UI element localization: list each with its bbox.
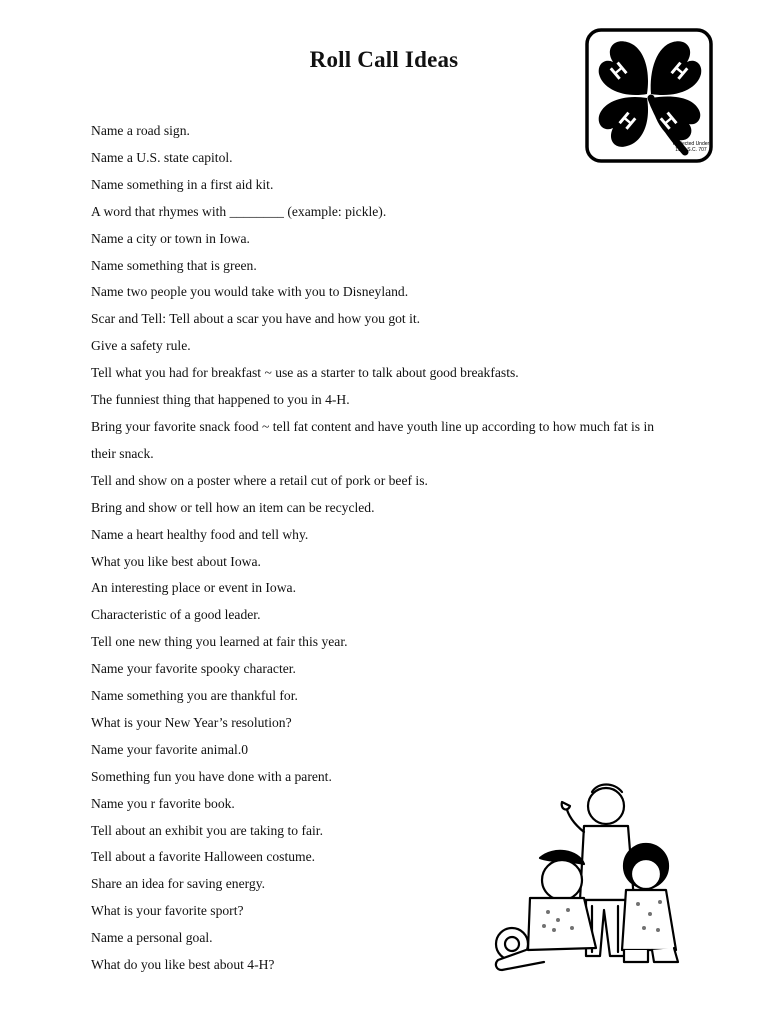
protected-line-1: Protected Under xyxy=(672,141,710,147)
list-item: Something fun you have done with a parent. xyxy=(91,768,332,784)
list-item: Name two people you would take with you to Disneyland. xyxy=(91,284,409,300)
children-clipart xyxy=(488,780,688,976)
list-item: Bring and show or tell how an item can be recycled. xyxy=(91,499,375,515)
list-item: Characteristic of a good leader. xyxy=(91,607,261,623)
list-item: Name something you are thankful for. xyxy=(91,688,298,704)
clover-letter-h: H xyxy=(606,58,632,85)
list-item: Name a heart healthy food and tell why. xyxy=(91,526,309,542)
clover-letter-h: H xyxy=(656,108,682,135)
list-item: Name a city or town in Iowa. xyxy=(91,230,250,246)
page-title: Roll Call Ideas xyxy=(309,47,459,72)
list-item: What you like best about Iowa. xyxy=(91,553,261,569)
clover-letter-h: H xyxy=(666,58,692,85)
list-item: Name you r favorite book. xyxy=(91,795,235,811)
list-item: Tell one new thing you learned at fair this year. xyxy=(91,634,348,650)
list-item: Name a road sign. xyxy=(91,123,190,138)
list-item: Name your favorite animal.0 xyxy=(91,741,249,757)
list-item: What is your favorite sport? xyxy=(91,903,244,919)
list-item: Name something in a first aid kit. xyxy=(91,176,274,192)
list-item: Name your favorite spooky character. xyxy=(91,661,296,677)
list-item: Tell about an exhibit you are taking to fair. xyxy=(91,822,323,838)
list-item: What is your New Year’s resolution? xyxy=(91,714,292,730)
list-item: Tell what you had for breakfast ~ use as a starter to talk about good breakfasts. xyxy=(91,365,519,381)
list-item: What do you like best about 4-H? xyxy=(91,957,275,973)
list-item: The funniest thing that happened to you in 4-H. xyxy=(91,392,350,408)
list-item: A word that rhymes with ________ (example: pickle). xyxy=(91,203,387,219)
list-item: Scar and Tell: Tell about a scar you have and how you got it. xyxy=(91,311,421,327)
list-item: Name something that is green. xyxy=(91,257,257,273)
list-item: Name a U.S. state capitol. xyxy=(91,149,233,165)
list-item: Tell about a favorite Halloween costume. xyxy=(91,849,316,865)
protected-line-2: 18 U.S.C. 707 xyxy=(675,147,707,153)
list-item: Bring your favorite snack food ~ tell fat content and have youth line up according to how much fat is in their snack. xyxy=(91,418,655,461)
list-item: Tell and show on a poster where a retail cut of pork or beef is. xyxy=(91,472,428,488)
list-item: Share an idea for saving energy. xyxy=(91,876,266,892)
clover-letter-h: H xyxy=(614,108,640,135)
list-item: Give a safety rule. xyxy=(91,338,191,354)
list-item: Name a personal goal. xyxy=(91,930,213,946)
list-item: An interesting place or event in Iowa. xyxy=(91,580,296,596)
